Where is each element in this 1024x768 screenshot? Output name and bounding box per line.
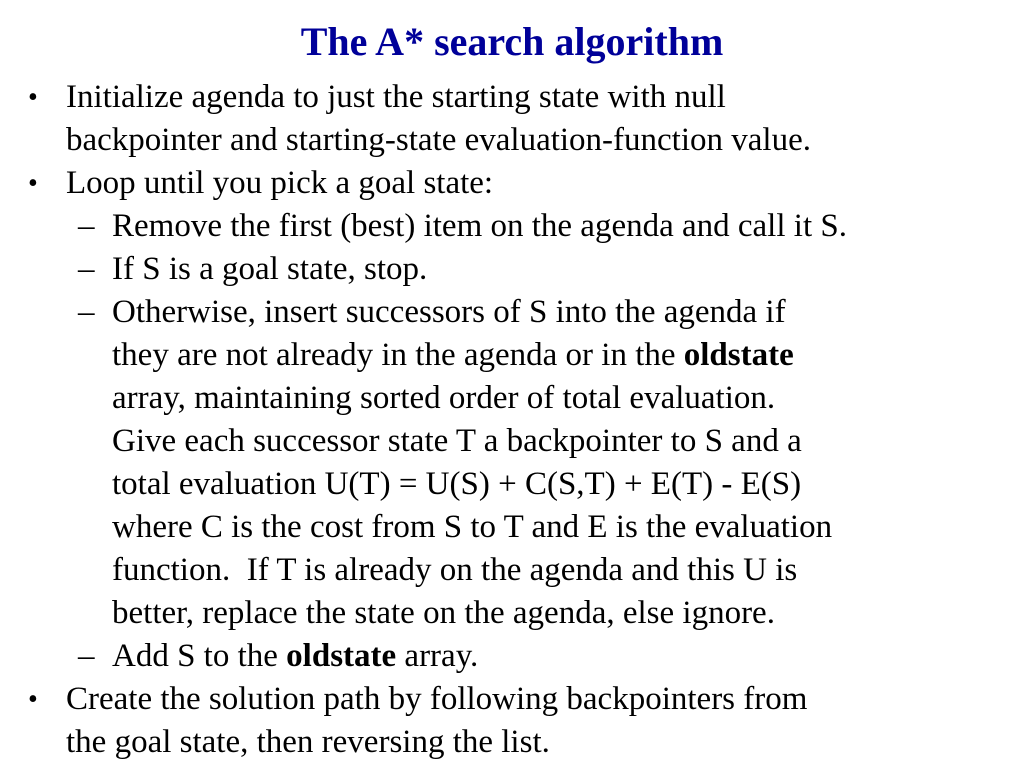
sub-item-continuation <box>0 592 1024 635</box>
sub-item-text: total evaluation U(T) = U(S) + C(S,T) + E(T) - E(S) <box>112 466 802 502</box>
sub-item-continuation <box>0 506 1024 549</box>
slide-title: The A* search algorithm <box>300 19 724 64</box>
sub-item-text: where C is the cost from S to T and E is the evaluation <box>112 509 833 545</box>
dash-icon: – <box>78 251 95 287</box>
sub-item-text: Give each successor state T a backpointer to S and a <box>112 423 802 459</box>
bullet-item <box>0 678 1024 721</box>
dash-icon: – <box>78 294 95 330</box>
sub-item-text: Add S to the <box>112 638 287 674</box>
bullet-text: Initialize agenda to just the starting state with null <box>66 79 726 115</box>
sub-item-continuation <box>0 549 1024 592</box>
bullet-text: Loop until you pick a goal state: <box>66 165 494 201</box>
bullet-text: the goal state, then reversing the list. <box>66 724 550 760</box>
bullet-continuation <box>0 721 1024 764</box>
dash-icon: – <box>78 638 95 674</box>
sub-item-text: they are not already in the agenda or in the <box>112 337 684 373</box>
sub-item-text: better, replace the state on the agenda, else ignore. <box>112 595 775 631</box>
bullet-icon: • <box>28 684 38 715</box>
bullet-text: backpointer and starting-state evaluation-function value. <box>66 122 811 158</box>
bullet-icon: • <box>28 168 38 199</box>
sub-item <box>0 291 1024 334</box>
sub-item-continuation <box>0 463 1024 506</box>
bullet-text: Create the solution path by following backpointers from <box>66 681 808 717</box>
sub-item-continuation <box>0 420 1024 463</box>
sub-item-text: If S is a goal state, stop. <box>112 251 428 287</box>
bullet-continuation <box>0 119 1024 162</box>
sub-item <box>0 205 1024 248</box>
sub-item-continuation <box>0 377 1024 420</box>
sub-item <box>0 635 1024 678</box>
sub-item-text: Remove the first (best) item on the agenda and call it S. <box>112 208 847 244</box>
sub-item <box>0 248 1024 291</box>
keyword-oldstate: oldstate <box>683 337 794 373</box>
sub-item-continuation <box>0 334 1024 377</box>
bullet-list <box>0 76 1024 764</box>
dash-icon: – <box>78 208 95 244</box>
bullet-item <box>0 162 1024 205</box>
bullet-icon: • <box>28 82 38 113</box>
sub-item-text: array, maintaining sorted order of total evaluation. <box>112 380 776 416</box>
keyword-oldstate: oldstate <box>286 638 397 674</box>
sub-item-text: Otherwise, insert successors of S into the agenda if <box>112 294 786 330</box>
sub-item-text: array. <box>396 638 479 674</box>
sub-item-text: function. If T is already on the agenda and this U is <box>112 552 798 588</box>
bullet-item <box>0 76 1024 119</box>
